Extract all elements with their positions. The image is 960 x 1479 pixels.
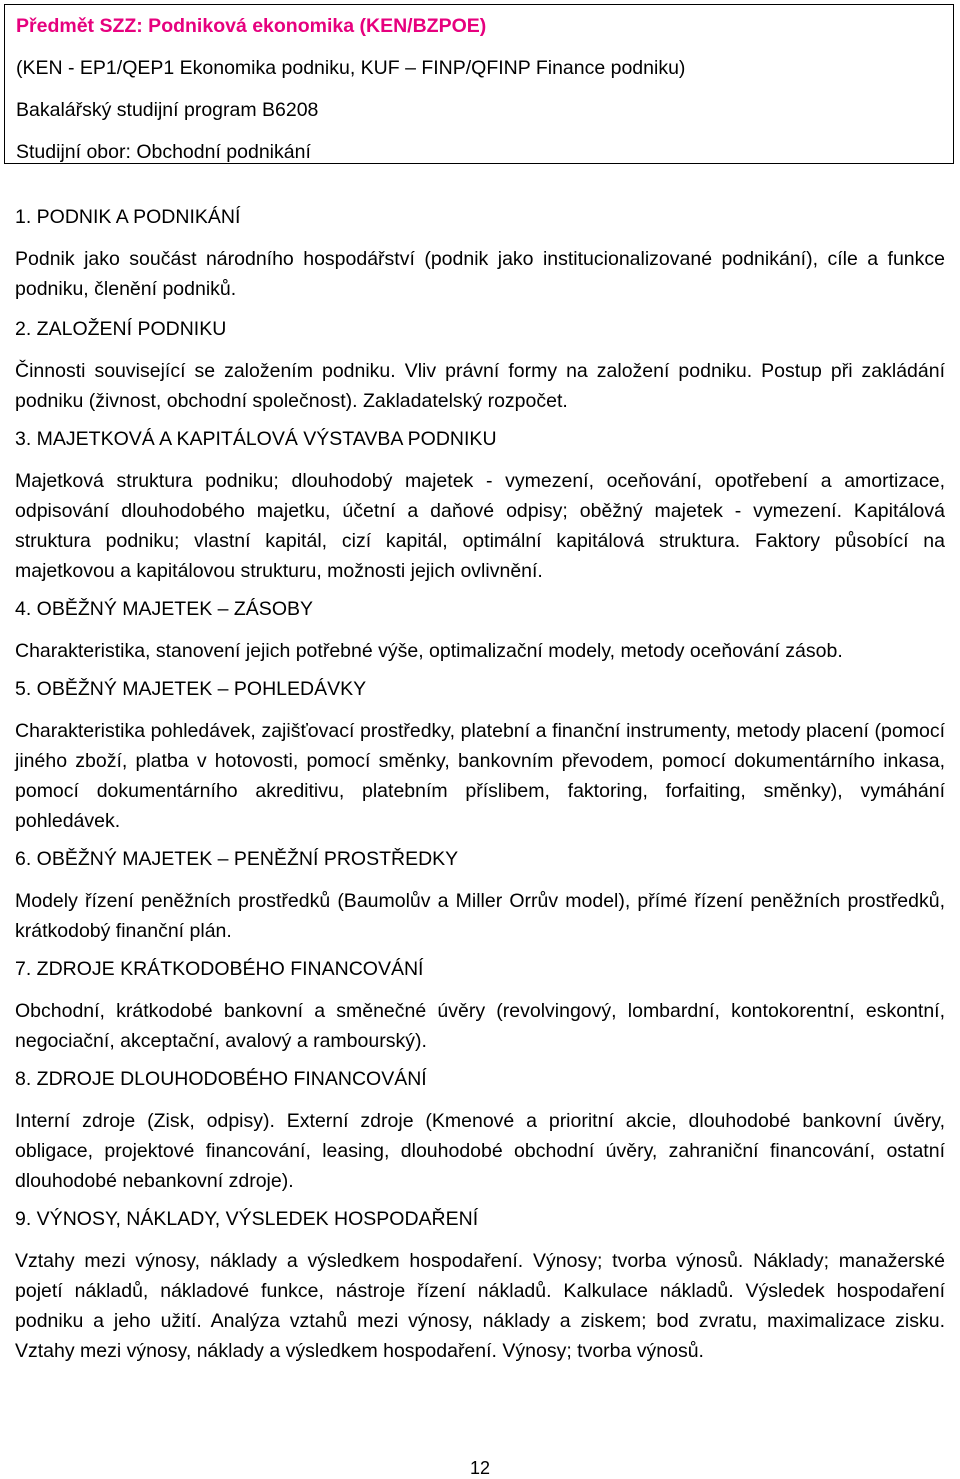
section-body: Vztahy mezi výnosy, náklady a výsledkem hospodaření. Výnosy; tvorba výnosů. Náklady; manažerské pojetí nákladů, nákladové funkce, nástroje řízení nákladů. Kalkulace nákladů. Výsledek hospodaření podniku a jeho užití. Analýza vztahů mezi výnosy, náklady a ziskem; bod zvratu, maximalizace zisku. Vztahy mezi výnosy, náklady a výsledkem hospodaření. Výnosy; tvorba výnosů. [15,1250,945,1362]
study-field: Studijní obor: Obchodní podnikání [16,141,311,163]
course-codes: (KEN - EP1/QEP1 Ekonomika podniku, KUF – FINP/QFINP Finance podniku) [16,57,686,79]
study-program: Bakalářský studijní program B6208 [16,99,319,121]
section-1 [15,202,945,304]
section-heading: 9. VÝNOSY, NÁKLADY, VÝSLEDEK HOSPODAŘENÍ [15,1208,479,1230]
section-body: Obchodní, krátkodobé bankovní a směnečné úvěry (revolvingový, lombardní, kontokorentní, eskontní, negociační, akceptační, avalový a rambourský). [15,1000,945,1052]
section-7 [15,954,945,1056]
section-body: Interní zdroje (Zisk, odpisy). Externí zdroje (Kmenové a prioritní akcie, dlouhodobé bankovní úvěry, obligace, projektové financování, leasing, dlouhodobé obchodní úvěry, zahraniční financování, ostatní dlouhodobé nebankovní zdroje). [15,1110,945,1192]
section-heading: 6. OBĚŽNÝ MAJETEK – PENĚŽNÍ PROSTŘEDKY [15,848,459,870]
page-number: 12 [469,1458,491,1478]
section-body: Charakteristika pohledávek, zajišťovací prostředky, platební a finanční instrumenty, metody placení (pomocí jiného zboží, platba v hotovosti, pomocí směnky, bankovním převodem, pomocí dokumentárního inkasa, pomocí dokumentárního akreditivu, platebním příslibem, faktoring, forfaiting, směnky), vymáhání pohledávek. [15,720,945,832]
section-2 [15,314,945,416]
section-body: Podnik jako součást národního hospodářství (podnik jako institucionalizované podnikání), cíle a funkce podniku, členění podniků. [15,248,945,300]
syllabus-content [15,202,945,1374]
section-6 [15,844,945,946]
section-body: Charakteristika, stanovení jejich potřebné výše, optimalizační modely, metody oceňování zásob. [15,640,843,662]
section-5 [15,674,945,836]
section-heading: 2. ZALOŽENÍ PODNIKU [15,318,227,340]
section-heading: 4. OBĚŽNÝ MAJETEK – ZÁSOBY [15,598,313,620]
section-heading: 7. ZDROJE KRÁTKODOBÉHO FINANCOVÁNÍ [15,958,424,980]
section-heading: 3. MAJETKOVÁ A KAPITÁLOVÁ VÝSTAVBA PODNIKU [15,428,497,450]
section-4 [15,594,945,666]
section-body: Činnosti související se založením podniku. Vliv právní formy na založení podniku. Postup při zakládání podniku (živnost, obchodní společnost). Zakladatelský rozpočet. [15,360,945,412]
section-heading: 5. OBĚŽNÝ MAJETEK – POHLEDÁVKY [15,678,367,700]
section-heading: 8. ZDROJE DLOUHODOBÉHO FINANCOVÁNÍ [15,1068,427,1090]
section-heading: 1. PODNIK A PODNIKÁNÍ [15,206,241,228]
subject-title: Předmět SZZ: Podniková ekonomika (KEN/BZPOE) [16,15,487,37]
section-8 [15,1064,945,1196]
subject-header-box [4,4,954,164]
section-3 [15,424,945,586]
section-9 [15,1204,945,1366]
section-body: Modely řízení peněžních prostředků (Baumolův a Miller Orrův model), přímé řízení peněžních prostředků, krátkodobý finanční plán. [15,890,945,942]
section-body: Majetková struktura podniku; dlouhodobý majetek - vymezení, oceňování, opotřebení a amortizace, odpisování dlouhodobého majetku, účetní a daňové odpisy; oběžný majetek - vymezení. Kapitálová struktura podniku; vlastní kapitál, cizí kapitál, optimální kapitálová struktura. Faktory působící na majetkovou a kapitálovou strukturu, možnosti jejich ovlivnění. [15,470,945,582]
